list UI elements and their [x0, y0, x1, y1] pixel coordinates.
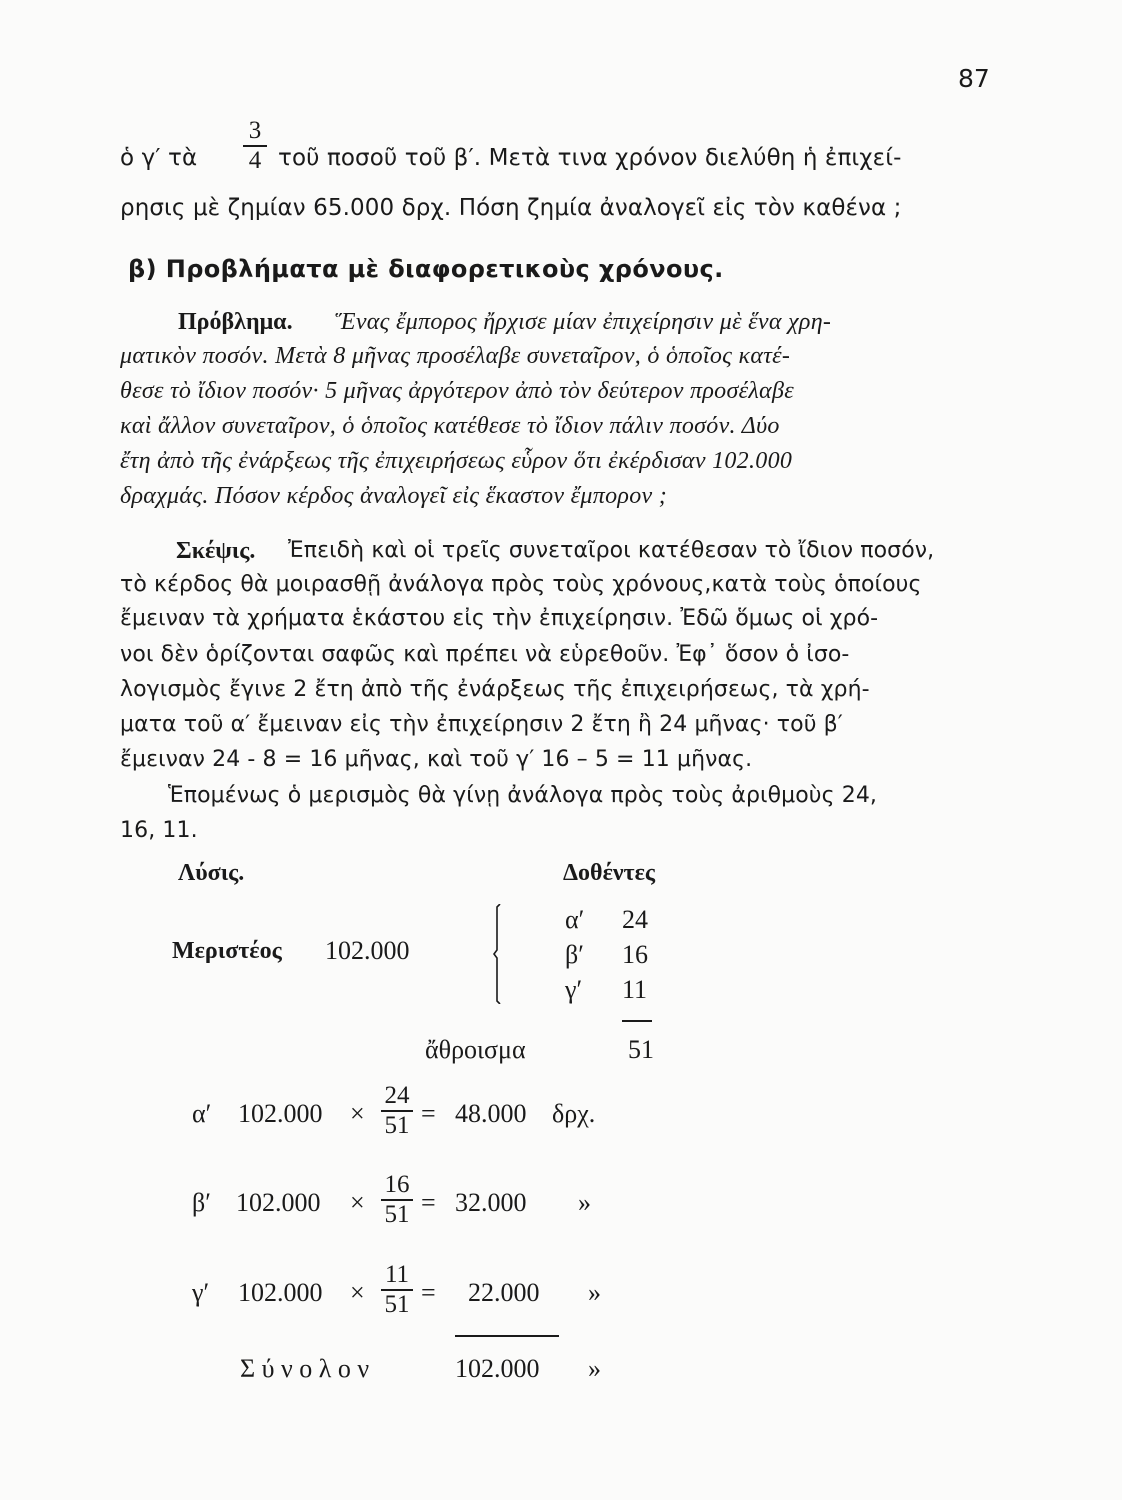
calc-c-name: γ′	[192, 1278, 210, 1307]
given-label: Δοθέντες	[563, 860, 655, 886]
given-name-a: α′	[565, 905, 585, 934]
calc-c-denominator: 51	[384, 1291, 410, 1318]
calc-b-denominator: 51	[384, 1201, 410, 1228]
calc-c-result: 22.000	[468, 1278, 540, 1307]
calc-b-equals: =	[421, 1188, 436, 1217]
problem-line-1: Ἕνας ἔμπορος ἤρχισε μίαν ἐπιχείρησιν μὲ ἕνα χρη-	[335, 309, 832, 335]
calc-b-fraction	[381, 1172, 413, 1228]
given-value-c: 11	[622, 975, 648, 1004]
intro-line-1-end: τοῦ ποσοῦ τοῦ β′. Μετὰ τινα χρόνον διελύθη ἡ ἐπιχεί-	[278, 145, 902, 171]
dividend-label: Μεριστέος	[172, 938, 282, 964]
calc-c-numerator: 11	[384, 1261, 410, 1288]
calc-b-unit: »	[578, 1188, 591, 1217]
given-value-a: 24	[622, 905, 648, 934]
calc-b-result: 32.000	[455, 1188, 527, 1217]
thinking-line-1: Ἐπειδὴ καὶ οἱ τρεῖς συνεταῖροι κατέθεσαν τὸ ἴδιον ποσόν,	[288, 538, 935, 563]
calc-a-unit: δρχ.	[552, 1099, 596, 1128]
calc-a-name: α′	[192, 1099, 212, 1128]
total-value: 102.000	[455, 1354, 540, 1383]
thinking-line-5: λογισμὸς ἔγινε 2 ἔτη ἀπὸ τῆς ἐνάρξεως τῆς ἐπιχειρήσεως, τὰ χρή-	[120, 677, 870, 702]
solution-label: Λύσις.	[178, 860, 245, 886]
problem-label: Πρόβλημα.	[178, 309, 293, 335]
calc-c-amount: 102.000	[238, 1278, 323, 1307]
total-rule	[455, 1335, 559, 1337]
given-value-b: 16	[622, 940, 648, 969]
calc-b-times: ×	[350, 1188, 365, 1217]
calc-c-equals: =	[421, 1278, 436, 1307]
intro-line-2: ρησις μὲ ζημίαν 65.000 δρχ. Πόση ζημία ἀναλογεῖ εἰς τὸν καθένα ;	[120, 195, 902, 221]
calc-a-times: ×	[350, 1099, 365, 1128]
section-title: β) Προβλήματα μὲ διαφορετικοὺς χρόνους.	[128, 255, 724, 283]
calc-c-times: ×	[350, 1278, 365, 1307]
thinking-line-2: τὸ κέρδος θὰ μοιρασθῇ ἀνάλογα πρὸς τοὺς χρόνους,κατὰ τοὺς ὁποίους	[120, 572, 922, 597]
total-label: Σ ύ ν ο λ ο ν	[240, 1354, 370, 1383]
calc-a-equals: =	[421, 1099, 436, 1128]
sum-rule	[622, 1020, 652, 1022]
intro-fraction	[243, 118, 267, 174]
curly-brace-icon	[493, 904, 501, 1004]
calc-a-numerator: 24	[384, 1082, 410, 1109]
dividend-value: 102.000	[325, 936, 410, 965]
calc-b-numerator: 16	[384, 1171, 410, 1198]
fraction-denominator: 4	[248, 147, 262, 174]
calc-a-amount: 102.000	[238, 1099, 323, 1128]
problem-line-3: θεσε τὸ ἴδιον ποσόν· 5 μῆνας ἀργότερον ἀπὸ τὸν δεύτερον προσέλαβε	[120, 378, 794, 404]
thinking-line-4: νοι δὲν ὁρίζονται σαφῶς καὶ πρέπει νὰ εὑρεθοῦν. Ἐφ᾽ ὅσον ὁ ἰσο-	[120, 642, 850, 667]
calc-b-name: β′	[192, 1188, 211, 1217]
fraction-numerator: 3	[248, 117, 262, 144]
thinking-line-7: ἔμειναν 24 - 8 = 16 μῆνας, καὶ τοῦ γ′ 16 – 5 = 11 μῆνας.	[120, 747, 753, 772]
problem-line-5: ἔτη ἀπὸ τῆς ἐνάρξεως τῆς ἐπιχειρήσεως εὗρον ὅτι ἐκέρδισαν 102.000	[120, 448, 793, 474]
calc-c-unit: »	[588, 1278, 601, 1307]
sum-label: ἄθροισμα	[425, 1035, 526, 1064]
page-number: 87	[958, 64, 990, 93]
thinking-line-6: ματα τοῦ α′ ἔμειναν εἰς τὴν ἐπιχείρησιν 2 ἔτη ἢ 24 μῆνας· τοῦ β′	[120, 712, 843, 737]
intro-line-1-start: ὁ γ′ τὰ	[120, 145, 198, 171]
given-name-b: β′	[565, 940, 584, 969]
sum-value: 51	[628, 1035, 654, 1064]
problem-line-4: καὶ ἄλλον συνεταῖρον, ὁ ὁποῖος κατέθεσε τὸ ἴδιον πάλιν ποσόν. Δύο	[120, 413, 780, 439]
total-unit: »	[588, 1354, 601, 1383]
calc-a-result: 48.000	[455, 1099, 527, 1128]
thinking-line-8: Ἑπομένως ὁ μερισμὸς θὰ γίνῃ ἀνάλογα πρὸς τοὺς ἀριθμοὺς 24,	[168, 783, 878, 808]
calc-c-fraction	[381, 1262, 413, 1318]
problem-line-6: δραχμάς. Πόσον κέρδος ἀναλογεῖ εἰς ἕκαστον ἔμπορον ;	[120, 483, 668, 509]
given-name-c: γ′	[565, 975, 583, 1004]
calc-b-amount: 102.000	[236, 1188, 321, 1217]
thinking-line-3: ἔμειναν τὰ χρήματα ἑκάστου εἰς τὴν ἐπιχείρησιν. Ἐδῶ ὅμως οἱ χρό-	[120, 606, 879, 631]
thinking-line-9: 16, 11.	[120, 818, 198, 843]
calc-a-fraction	[381, 1083, 413, 1139]
thinking-label: Σκέψις.	[176, 538, 256, 564]
calc-a-denominator: 51	[384, 1112, 410, 1139]
problem-line-2: ματικὸν ποσόν. Μετὰ 8 μῆνας προσέλαβε συνεταῖρον, ὁ ὁποῖος κατέ-	[120, 343, 791, 369]
